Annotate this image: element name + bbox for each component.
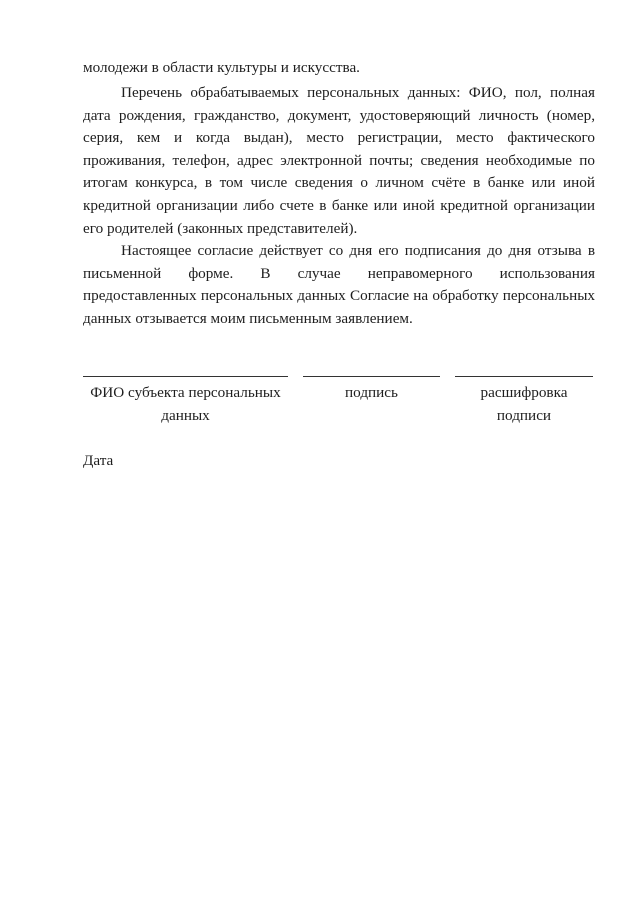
continuation-line: молодежи в области культуры и искусства. — [83, 59, 360, 76]
decryption-caption-line1: расшифровка — [480, 384, 568, 401]
decryption-caption-line2: подписи — [496, 407, 552, 424]
fio-caption-line2: данных — [161, 407, 210, 424]
signature-line — [303, 376, 440, 377]
decryption-caption — [455, 381, 593, 427]
decryption-signature-line — [455, 376, 593, 377]
consent-validity-paragraph: Настоящее согласие действует со дня его подписания до дня отзыва в письменной форме. В случае неправомерного использования предоставленных персональных данных Согласие на обработку персональных данных отзывается моим письменным заявлением. — [83, 242, 595, 327]
personal-data-list-paragraph: Перечень обрабатываемых персональных данных: ФИО, пол, полная дата рождения, гражданство, документ, удостоверяющий личность (номер, серия, кем и когда выдан), место регистрации, место фактического проживания, телефон, адрес электронной почты; сведения необходимые по итогам конкурса, в том числе сведения о личном счёте в банке или иной кредитной организации либо счете в банке или иной кредитной организации его родителей (законных представителей). — [83, 84, 595, 237]
date-label: Дата — [83, 452, 114, 469]
fio-caption — [78, 381, 293, 427]
fio-caption-line1: ФИО субъекта персональных — [90, 384, 281, 401]
signature-caption: подпись — [345, 384, 398, 401]
fio-signature-line — [83, 376, 288, 377]
